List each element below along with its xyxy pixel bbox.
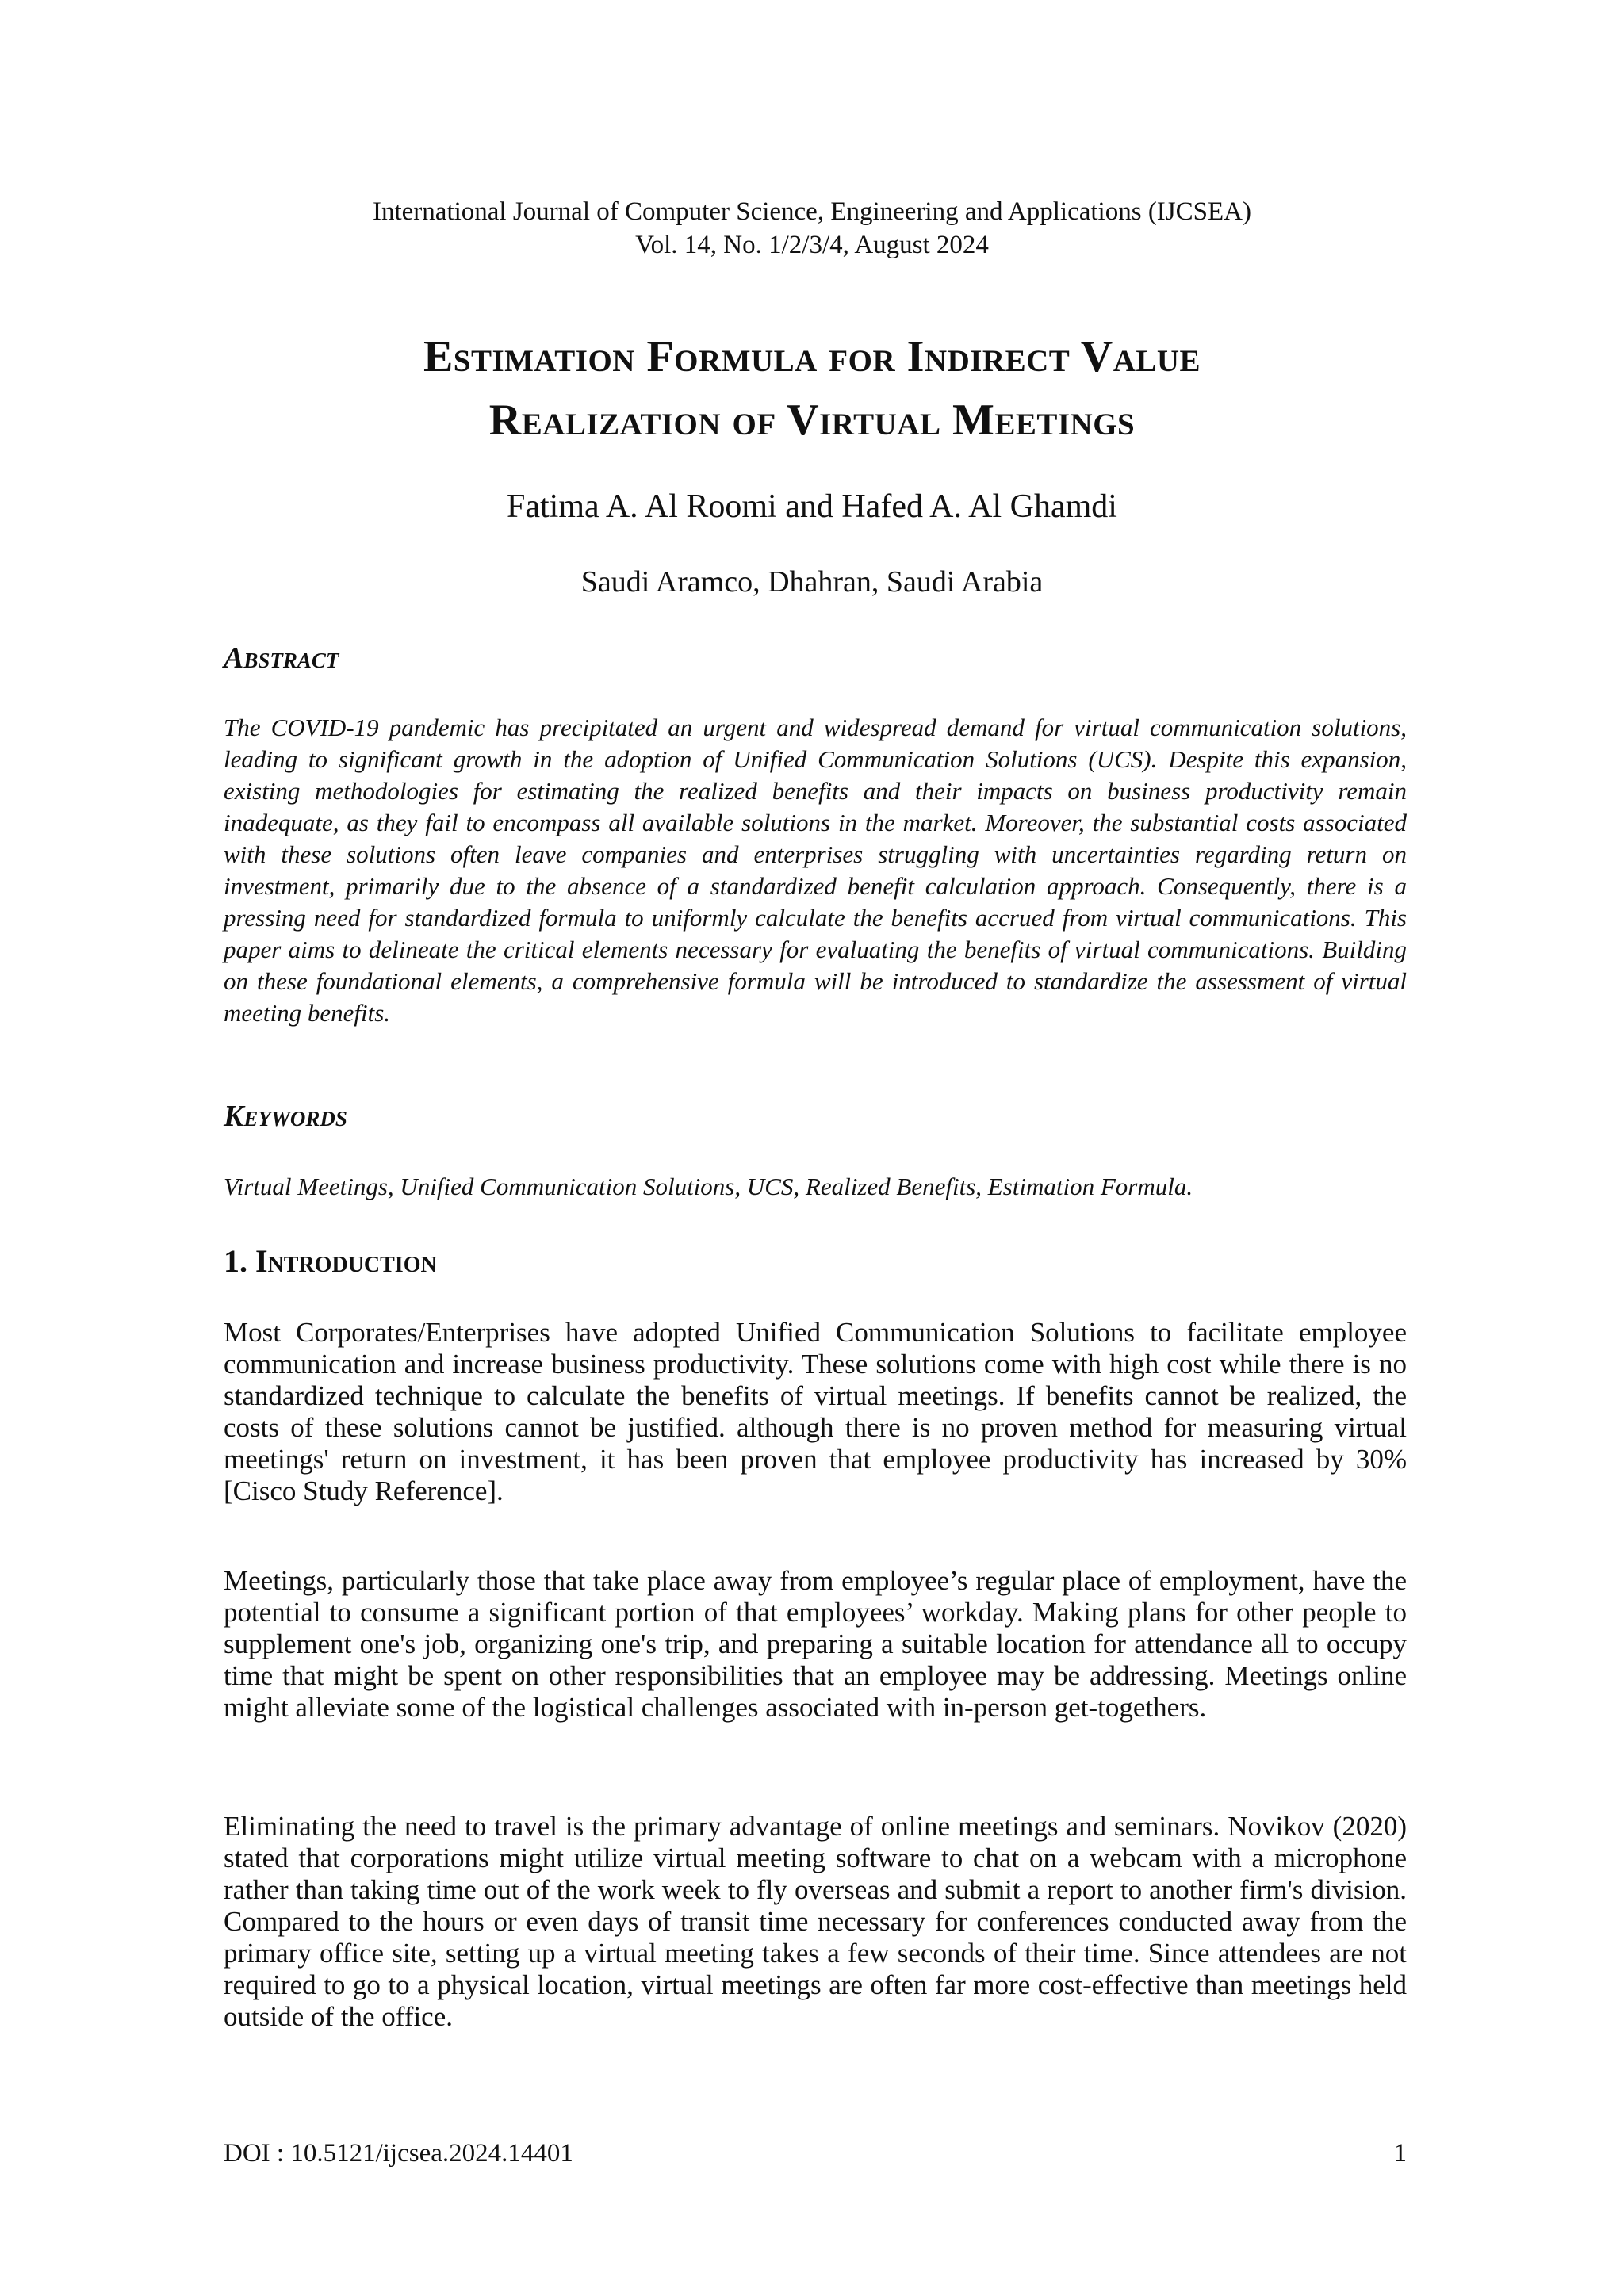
journal-header bbox=[0, 195, 1624, 262]
page-number: 1 bbox=[1393, 2139, 1407, 2168]
keywords-text: Virtual Meetings, Unified Communication Solutions, UCS, Realized Benefits, Estimation Formula. bbox=[224, 1173, 1193, 1200]
abstract-heading: Abstract bbox=[224, 641, 339, 675]
doi-footer: DOI : 10.5121/ijcsea.2024.14401 bbox=[224, 2139, 573, 2168]
journal-name: International Journal of Computer Science, Engineering and Applications (IJCSEA) bbox=[373, 197, 1251, 226]
journal-volume: Vol. 14, No. 1/2/3/4, August 2024 bbox=[635, 231, 989, 259]
introduction-heading: 1. Introduction bbox=[224, 1243, 437, 1279]
intro-paragraph-1: Most Corporates/Enterprises have adopted Unified Communication Solutions to facilitate employee communication and increase business productivity. These solutions come with high cost while there is no standardized technique to calculate the benefits of virtual meetings. If benefits cannot be realized, the costs of these solutions cannot be justified. although there is no proven method for measuring virtual meetings' return on investment, it has been proven that employee productivity has increased by 30% [Cisco Study Reference]. bbox=[224, 1317, 1407, 1506]
intro-paragraph-3: Eliminating the need to travel is the primary advantage of online meetings and seminars. Novikov (2020) stated that corporations might utilize virtual meeting software to chat on a webcam with a microphone rather than taking time out of the work week to fly overseas and submit a report to another firm's division. Compared to the hours or even days of transit time necessary for conferences conducted away from the primary office site, setting up a virtual meeting takes a few seconds of their time. Since attendees are not required to go to a physical location, virtual meetings are often far more cost-effective than meetings held outside of the office. bbox=[224, 1811, 1407, 2032]
abstract-text: The COVID-19 pandemic has precipitated an urgent and widespread demand for virtual communication solutions, leading to significant growth in the adoption of Unified Communication Solutions (UCS). Despite this expansion, existing methodologies for estimating the realized benefits and their impacts on business productivity remain inadequate, as they fail to encompass all available solutions in the market. Moreover, the substantial costs associated with these solutions often leave companies and enterprises struggling with uncertainties regarding return on investment, primarily due to the absence of a standardized benefit calculation approach. Consequently, there is a pressing need for standardized formula to uniformly calculate the benefits accrued from virtual communications. This paper aims to delineate the critical elements necessary for evaluating the benefits of virtual communications. Building on these foundational elements, a comprehensive formula will be introduced to standardize the assessment of virtual meeting benefits. bbox=[224, 714, 1407, 1027]
intro-paragraph-2: Meetings, particularly those that take place away from employee’s regular place of employment, have the potential to consume a significant portion of that employees’ workday. Making plans for other people to supplement one's job, organizing one's trip, and preparing a suitable location for attendance all to occupy time that might be spent on other responsibilities that an employee may be addressing. Meetings online might alleviate some of the logistical challenges associated with in-person get-togethers. bbox=[224, 1565, 1407, 1723]
keywords-heading: Keywords bbox=[224, 1100, 347, 1133]
author-list: Fatima A. Al Roomi and Hafed A. Al Ghamdi bbox=[507, 488, 1117, 525]
paper-title bbox=[0, 325, 1624, 452]
author-affiliation: Saudi Aramco, Dhahran, Saudi Arabia bbox=[580, 565, 1044, 599]
paper-title-line-1: Estimation Formula for Indirect Value bbox=[423, 332, 1201, 381]
paper-title-line-2: Realization of Virtual Meetings bbox=[488, 396, 1136, 445]
